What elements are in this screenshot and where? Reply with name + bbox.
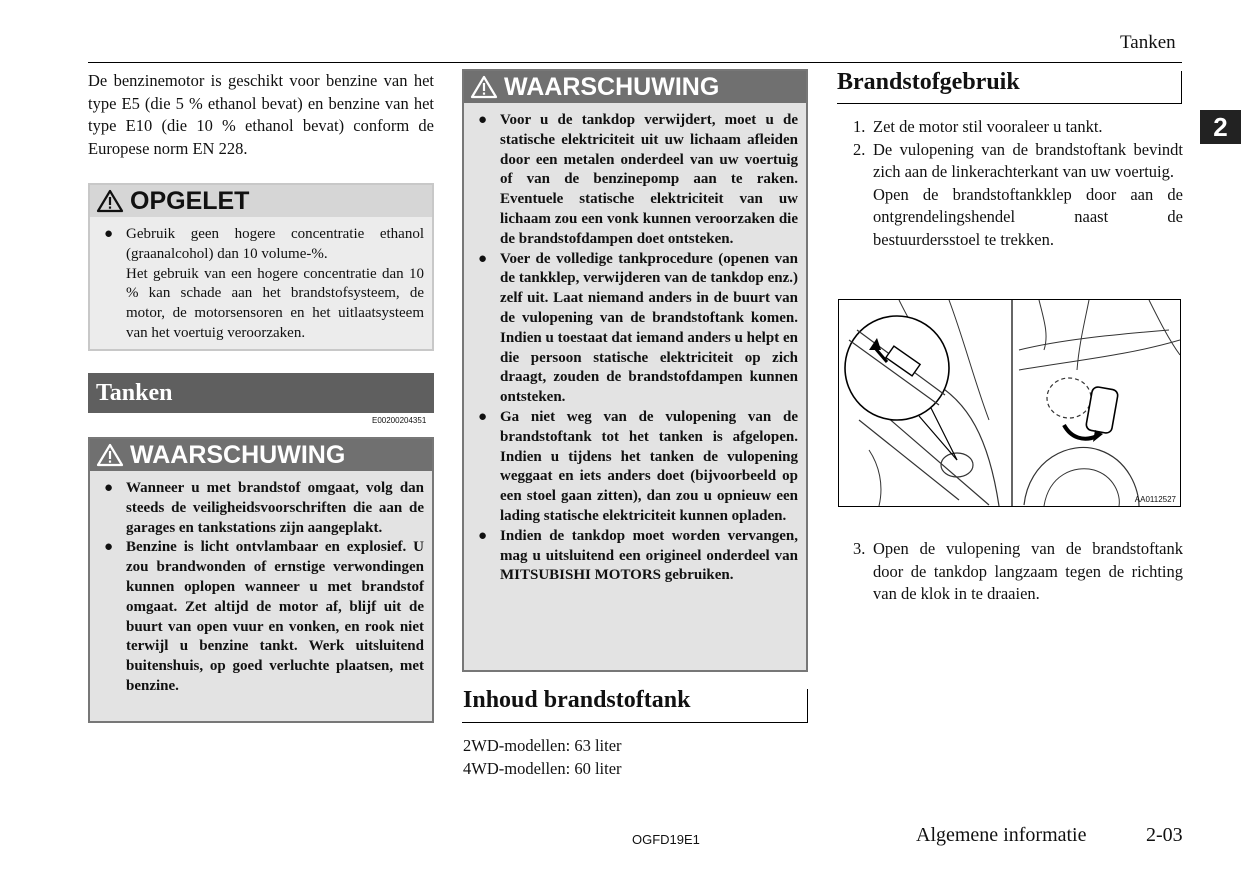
warning-list	[90, 471, 432, 703]
fuel-door-illustration	[839, 300, 1180, 506]
step-item	[837, 116, 1183, 139]
capacity-heading: Inhoud brandstoftank	[463, 687, 691, 713]
steps-list-b	[837, 538, 1183, 606]
warning-title: WAARSCHUWING	[504, 72, 720, 101]
warning-box-2	[462, 69, 808, 672]
caution-item-text: Gebruik geen hogere concentratie ethanol (graanalcohol) dan 10 volume-%.	[126, 226, 424, 262]
footer-code: OGFD19E1	[632, 832, 700, 847]
intro-paragraph: De benzinemotor is geschikt voor benzine van het type E5 (die 5 % ethanol bevat) en benzine van het type E10 (die 10 % ethanol bevat) conform de Europese norm EN 228.	[88, 71, 434, 158]
capacity-4wd: 4WD-modellen: 60 liter	[463, 759, 622, 778]
step-text-extra: Open de brandstoftankklep door aan de ontgrendelingshendel naast de bestuurdersstoel te trekken.	[873, 184, 1183, 249]
step-text: De vulopening van de brandstoftank bevindt zich aan de linkerachterkant van uw voertuig.	[873, 139, 1183, 181]
header-rule	[88, 62, 1182, 63]
caution-header	[90, 185, 432, 217]
fuel-use-heading-vrule	[1181, 71, 1182, 104]
capacity-heading-vrule	[807, 689, 808, 723]
warning-item: ● Wanneer u met brandstof omgaat, volg dan steeds de veiligheidsvoorschriften die aan de garages en tankstations zijn aangeplakt.	[104, 479, 424, 538]
step-number: 2.	[853, 139, 866, 159]
warning-item: ● Voer de volledige tankprocedure (openen van de tankklep, verwijderen van de tankdop enz.) zelf uit. Laat niemand anders in de buurt van de vulopening van de brandstoftank komen. Indien u toestaat dat iemand anders u helpt en die persoon statische elektriciteit op zich draagt, zouden de brandstofdampen kunnen ontsteken.	[478, 250, 798, 408]
warning-item: ● Voor u de tankdop verwijdert, moet u de statische elektriciteit uit uw lichaam afleiden door een metalen onderdeel van uw voertuig of van de benzinepomp aan te raken. Eventuele statische elektriciteit van uw lichaam zou een vonk kunnen veroorzaken die de brandstofdampen doet ontsteken.	[478, 111, 798, 250]
caution-list	[90, 217, 432, 350]
capacity-2wd: 2WD-modellen: 63 liter	[463, 736, 622, 755]
capacity-heading-rule	[462, 722, 808, 723]
warning-item: ● Indien de tankdop moet worden vervangen, mag u uitsluitend een origineel onderdeel van MITSUBISHI MOTORS gebruiken.	[478, 527, 798, 586]
fuel-use-heading-rule	[837, 103, 1182, 104]
section-heading-tanken: Tanken	[88, 373, 434, 413]
footer-section: Algemene informatie	[916, 824, 1087, 846]
step-text: Zet de motor stil vooraleer u tankt.	[873, 117, 1103, 136]
steps-list-a	[837, 116, 1183, 251]
warning-triangle-icon	[96, 443, 124, 467]
page-number: 2-03	[1146, 824, 1183, 846]
step-text: Open de vulopening van de brandstoftank door de tankdop langzaam tegen de richting van de klok in te draaien.	[873, 539, 1183, 603]
caution-title: OPGELET	[130, 186, 250, 215]
figure-code: AA0112527	[1134, 495, 1176, 504]
warning-header	[90, 439, 432, 471]
warning-triangle-icon	[96, 189, 124, 213]
section-code: E00200204351	[372, 416, 427, 425]
running-header: Tanken	[1120, 32, 1176, 53]
step-item	[837, 538, 1183, 606]
warning-title: WAARSCHUWING	[130, 440, 346, 469]
warning-list	[464, 103, 806, 592]
warning-header	[464, 71, 806, 103]
warning-item: ● Benzine is licht ontvlambaar en explosief. U zou brandwonden of ernstige verwondingen kunnen oplopen wanneer u met brandstof omgaat. Zet altijd de motor af, blijf uit de buurt van open vuur en vonken, en rook niet terwijl u benzine tankt. Werk uitsluitend buitenshuis, op goed verluchte plaatsen, met benzine.	[104, 538, 424, 696]
step-number: 1.	[853, 117, 866, 136]
fuel-door-figure	[838, 299, 1181, 507]
chapter-tab: 2	[1200, 110, 1241, 144]
caution-item	[104, 225, 424, 344]
step-item	[837, 139, 1183, 252]
warning-item: ● Ga niet weg van de vulopening van de brandstoftank tot het tanken is afgelopen. Indien u tijdens het tanken de vulopening weggaat en iets anders doet (bijvoorbeeld op een stoel gaan zitten), dan zou u opnieuw een lading statische elektriciteit kunnen opladen.	[478, 408, 798, 527]
fuel-use-heading: Brandstofgebruik	[837, 69, 1020, 95]
warning-triangle-icon	[470, 75, 498, 99]
step-number: 3.	[853, 539, 866, 558]
warning-box-1	[88, 437, 434, 723]
caution-item-continued: Het gebruik van een hogere concentratie dan 10 % kan schade aan het brandstofsysteem, de motor, de motorsensoren en het uitlaatsysteem van het voertuig veroorzaken.	[126, 265, 424, 341]
caution-box	[88, 183, 434, 351]
